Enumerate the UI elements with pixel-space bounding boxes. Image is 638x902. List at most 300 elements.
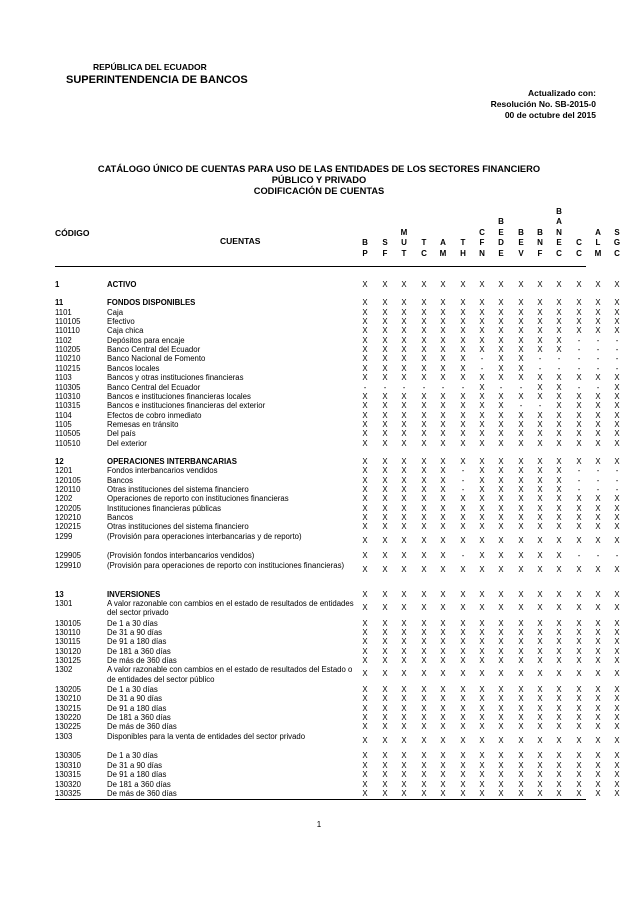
applies-mark: X — [382, 564, 388, 574]
applies-mark: X — [537, 535, 543, 545]
applies-mark: X — [498, 466, 504, 476]
applies-mark: X — [595, 373, 601, 383]
applies-mark: X — [556, 522, 562, 532]
applies-mark: X — [362, 401, 368, 411]
applies-mark: X — [479, 522, 485, 532]
column-header-letter: B — [498, 217, 504, 226]
applies-mark: X — [401, 589, 407, 599]
applies-mark: X — [401, 345, 407, 355]
applies-mark: X — [518, 703, 524, 713]
applies-mark: X — [614, 602, 620, 612]
applies-mark: X — [498, 770, 504, 780]
column-header-letter: T — [421, 238, 427, 247]
not-applicable-mark: - — [615, 335, 619, 345]
applies-mark: X — [362, 751, 368, 761]
applies-mark: X — [401, 713, 407, 723]
applies-mark: X — [498, 354, 504, 364]
applies-mark: X — [479, 602, 485, 612]
applies-mark: X — [576, 535, 582, 545]
not-applicable-mark: - — [596, 354, 600, 364]
not-applicable-mark: - — [577, 466, 581, 476]
applies-mark: X — [614, 703, 620, 713]
applies-mark: X — [440, 466, 446, 476]
applies-mark: X — [382, 335, 388, 345]
applies-mark: X — [382, 770, 388, 780]
account-code: 130310 — [55, 760, 82, 770]
applies-mark: X — [362, 685, 368, 694]
applies-mark: X — [595, 513, 601, 523]
applies-mark: X — [576, 438, 582, 448]
column-header-letter: E — [556, 238, 562, 247]
applies-mark: X — [576, 307, 582, 317]
account-name: Banco Central del Ecuador — [107, 382, 201, 392]
applies-mark: X — [537, 298, 543, 308]
applies-mark: X — [421, 280, 427, 289]
applies-mark: X — [479, 513, 485, 523]
applies-mark: X — [382, 535, 388, 545]
applies-mark: X — [460, 760, 466, 770]
column-header-letter: F — [479, 238, 485, 247]
applies-mark: X — [460, 456, 466, 466]
applies-mark: X — [537, 669, 543, 679]
applies-mark: X — [382, 655, 388, 665]
account-name: Depósitos para encaje — [107, 335, 185, 345]
applies-mark: X — [518, 646, 524, 656]
applies-mark: X — [537, 307, 543, 317]
applies-mark: X — [479, 722, 485, 732]
update-date: 00 de octubre del 2015 — [504, 110, 596, 120]
applies-mark: X — [401, 354, 407, 364]
account-code: 130305 — [55, 751, 82, 761]
applies-mark: X — [440, 298, 446, 308]
applies-mark: X — [595, 280, 601, 289]
applies-mark: X — [401, 627, 407, 637]
applies-mark: X — [460, 535, 466, 545]
applies-mark: X — [401, 564, 407, 574]
applies-mark: X — [362, 735, 368, 745]
applies-mark: X — [537, 513, 543, 523]
account-name: De 1 a 30 días — [107, 685, 158, 694]
applies-mark: X — [421, 637, 427, 647]
applies-mark: X — [518, 317, 524, 327]
applies-mark: X — [479, 770, 485, 780]
applies-mark: X — [537, 713, 543, 723]
not-applicable-mark: - — [538, 363, 542, 373]
applies-mark: X — [382, 494, 388, 504]
applies-mark: X — [382, 363, 388, 373]
applies-mark: X — [614, 713, 620, 723]
account-name: Bancos — [107, 513, 134, 523]
applies-mark: X — [401, 618, 407, 628]
applies-mark: X — [401, 307, 407, 317]
account-code: 110215 — [55, 363, 81, 373]
applies-mark: X — [537, 335, 543, 345]
applies-mark: X — [595, 618, 601, 628]
applies-mark: X — [614, 564, 620, 574]
applies-mark: X — [518, 694, 524, 704]
applies-mark: X — [421, 503, 427, 513]
applies-mark: X — [421, 391, 427, 401]
applies-mark: X — [614, 669, 620, 679]
applies-mark: X — [362, 522, 368, 532]
applies-mark: X — [440, 751, 446, 761]
account-name: Remesas en tránsito — [107, 419, 179, 429]
account-name: Del país — [107, 429, 136, 439]
applies-mark: X — [595, 589, 601, 599]
applies-mark: X — [556, 655, 562, 665]
applies-mark: X — [498, 788, 504, 798]
applies-mark: X — [382, 735, 388, 745]
applies-mark: X — [498, 779, 504, 789]
applies-mark: X — [421, 618, 427, 628]
applies-mark: X — [382, 475, 388, 485]
applies-mark: X — [498, 751, 504, 761]
column-header-letter: M — [439, 248, 447, 258]
account-code: 110310 — [55, 391, 81, 401]
account-name: INVERSIONES — [107, 589, 161, 599]
applies-mark: X — [479, 307, 485, 317]
applies-mark: X — [614, 456, 620, 466]
applies-mark: X — [614, 438, 620, 448]
applies-mark: X — [556, 760, 562, 770]
applies-mark: X — [556, 307, 562, 317]
column-header-letter: D — [498, 238, 504, 247]
accounts-column-header: CUENTAS — [220, 236, 261, 246]
applies-mark: X — [421, 475, 427, 485]
account-name: ACTIVO — [107, 280, 137, 289]
applies-mark: X — [440, 419, 446, 429]
applies-mark: X — [498, 655, 504, 665]
applies-mark: X — [440, 685, 446, 694]
applies-mark: X — [362, 363, 368, 373]
applies-mark: X — [556, 298, 562, 308]
account-code: 130105 — [55, 618, 82, 628]
applies-mark: X — [498, 627, 504, 637]
applies-mark: X — [518, 280, 524, 289]
applies-mark: X — [498, 438, 504, 448]
applies-mark: X — [440, 669, 446, 679]
applies-mark: X — [440, 722, 446, 732]
applies-mark: X — [401, 326, 407, 336]
applies-mark: X — [556, 618, 562, 628]
applies-mark: X — [382, 589, 388, 599]
applies-mark: X — [440, 456, 446, 466]
applies-mark: X — [421, 694, 427, 704]
applies-mark: X — [498, 513, 504, 523]
applies-mark: X — [518, 637, 524, 647]
column-header-letter: E — [518, 238, 524, 247]
applies-mark: X — [440, 627, 446, 637]
applies-mark: X — [382, 669, 388, 679]
applies-mark: X — [401, 735, 407, 745]
applies-mark: X — [518, 373, 524, 383]
applies-mark: X — [498, 485, 504, 494]
applies-mark: X — [537, 788, 543, 798]
applies-mark: X — [576, 788, 582, 798]
applies-mark: X — [401, 646, 407, 656]
applies-mark: X — [479, 429, 485, 439]
applies-mark: X — [556, 456, 562, 466]
applies-mark: X — [382, 373, 388, 383]
applies-mark: X — [362, 589, 368, 599]
applies-mark: X — [556, 685, 562, 694]
applies-mark: X — [576, 494, 582, 504]
applies-mark: X — [498, 713, 504, 723]
applies-mark: X — [479, 694, 485, 704]
applies-mark: X — [595, 419, 601, 429]
account-name: Otras instituciones del sistema financiero — [107, 522, 249, 532]
account-code: 12 — [55, 456, 64, 466]
account-name: (Provisión fondos interbancarios vendidos) — [107, 551, 255, 561]
applies-mark: X — [479, 760, 485, 770]
applies-mark: X — [479, 637, 485, 647]
applies-mark: X — [362, 627, 368, 637]
column-header-letter: E — [498, 227, 504, 237]
not-applicable-mark: - — [577, 551, 581, 561]
applies-mark: X — [421, 373, 427, 383]
applies-mark: X — [440, 564, 446, 574]
applies-mark: X — [479, 456, 485, 466]
applies-mark: X — [421, 713, 427, 723]
applies-mark: X — [401, 637, 407, 647]
applies-mark: X — [498, 694, 504, 704]
applies-mark: X — [595, 627, 601, 637]
applies-mark: X — [537, 438, 543, 448]
column-header-letter: N — [537, 238, 543, 247]
applies-mark: X — [421, 646, 427, 656]
applies-mark: X — [518, 298, 524, 308]
applies-mark: X — [518, 760, 524, 770]
applies-mark: X — [382, 298, 388, 308]
applies-mark: X — [498, 429, 504, 439]
applies-mark: X — [460, 694, 466, 704]
applies-mark: X — [421, 669, 427, 679]
applies-mark: X — [401, 391, 407, 401]
applies-mark: X — [556, 735, 562, 745]
applies-mark: X — [537, 419, 543, 429]
applies-mark: X — [421, 564, 427, 574]
applies-mark: X — [537, 564, 543, 574]
applies-mark: X — [362, 535, 368, 545]
applies-mark: X — [576, 419, 582, 429]
applies-mark: X — [479, 627, 485, 637]
applies-mark: X — [518, 788, 524, 798]
applies-mark: X — [421, 589, 427, 599]
applies-mark: X — [362, 475, 368, 485]
applies-mark: X — [614, 685, 620, 694]
account-code: 120105 — [55, 475, 82, 485]
applies-mark: X — [440, 335, 446, 345]
applies-mark: X — [518, 735, 524, 745]
account-code: 130210 — [55, 694, 82, 704]
applies-mark: X — [556, 551, 562, 561]
applies-mark: X — [498, 401, 504, 411]
applies-mark: X — [498, 280, 504, 289]
applies-mark: X — [537, 627, 543, 637]
applies-mark: X — [440, 280, 446, 289]
applies-mark: X — [498, 419, 504, 429]
resolution-number: Resolución No. SB-2015-0 — [490, 99, 596, 109]
applies-mark: X — [401, 373, 407, 383]
applies-mark: X — [382, 326, 388, 336]
applies-mark: X — [518, 354, 524, 364]
column-header-letter: C — [556, 248, 562, 258]
applies-mark: X — [362, 760, 368, 770]
applies-mark: X — [595, 522, 601, 532]
applies-mark: X — [498, 722, 504, 732]
applies-mark: X — [518, 779, 524, 789]
account-code: 1105 — [55, 419, 72, 429]
account-code: 129905 — [55, 551, 82, 561]
applies-mark: X — [401, 788, 407, 798]
applies-mark: X — [537, 345, 543, 355]
applies-mark: X — [440, 317, 446, 327]
applies-mark: X — [576, 602, 582, 612]
applies-mark: X — [421, 703, 427, 713]
not-applicable-mark: - — [461, 466, 465, 476]
applies-mark: X — [556, 485, 562, 494]
applies-mark: X — [518, 564, 524, 574]
not-applicable-mark: - — [461, 485, 465, 494]
applies-mark: X — [460, 317, 466, 327]
not-applicable-mark: - — [615, 354, 619, 364]
applies-mark: X — [556, 535, 562, 545]
applies-mark: X — [595, 564, 601, 574]
applies-mark: X — [518, 466, 524, 476]
account-name: De 31 a 90 días — [107, 627, 163, 637]
applies-mark: X — [460, 513, 466, 523]
applies-mark: X — [498, 522, 504, 532]
applies-mark: X — [576, 280, 582, 289]
account-name: Del exterior — [107, 438, 147, 448]
applies-mark: X — [382, 618, 388, 628]
account-code: 130110 — [55, 627, 81, 637]
applies-mark: X — [537, 760, 543, 770]
applies-mark: X — [440, 770, 446, 780]
applies-mark: X — [556, 589, 562, 599]
applies-mark: X — [537, 494, 543, 504]
applies-mark: X — [614, 535, 620, 545]
account-code: 110110 — [55, 326, 80, 336]
applies-mark: X — [440, 475, 446, 485]
applies-mark: X — [362, 503, 368, 513]
applies-mark: X — [421, 779, 427, 789]
applies-mark: X — [460, 589, 466, 599]
applies-mark: X — [518, 522, 524, 532]
applies-mark: X — [498, 298, 504, 308]
applies-mark: X — [460, 735, 466, 745]
applies-mark: X — [362, 466, 368, 476]
applies-mark: X — [362, 373, 368, 383]
applies-mark: X — [421, 751, 427, 761]
applies-mark: X — [460, 335, 466, 345]
applies-mark: X — [382, 317, 388, 327]
applies-mark: X — [479, 735, 485, 745]
applies-mark: X — [595, 760, 601, 770]
applies-mark: X — [362, 335, 368, 345]
account-name: De 181 a 360 días — [107, 779, 171, 789]
account-name: Disponibles para la venta de entidades del sector privado — [107, 731, 306, 741]
applies-mark: X — [421, 513, 427, 523]
applies-mark: X — [518, 722, 524, 732]
not-applicable-mark: - — [363, 382, 367, 392]
applies-mark: X — [421, 429, 427, 439]
column-header-letter: A — [556, 217, 562, 226]
applies-mark: X — [382, 513, 388, 523]
applies-mark: X — [362, 494, 368, 504]
not-applicable-mark: - — [538, 401, 542, 411]
applies-mark: X — [576, 298, 582, 308]
column-header-letter: T — [401, 248, 407, 258]
applies-mark: X — [537, 735, 543, 745]
applies-mark: X — [362, 307, 368, 317]
applies-mark: X — [479, 685, 485, 694]
applies-mark: X — [498, 373, 504, 383]
applies-mark: X — [614, 618, 620, 628]
applies-mark: X — [576, 401, 582, 411]
applies-mark: X — [595, 401, 601, 411]
applies-mark: X — [401, 475, 407, 485]
account-code: 130125 — [55, 655, 82, 665]
applies-mark: X — [576, 713, 582, 723]
not-applicable-mark: - — [596, 475, 600, 485]
applies-mark: X — [401, 513, 407, 523]
applies-mark: X — [614, 735, 620, 745]
applies-mark: X — [382, 685, 388, 694]
applies-mark: X — [479, 535, 485, 545]
applies-mark: X — [614, 391, 620, 401]
applies-mark: X — [479, 713, 485, 723]
applies-mark: X — [479, 564, 485, 574]
account-name: Bancos — [107, 475, 134, 485]
applies-mark: X — [595, 317, 601, 327]
applies-mark: X — [576, 317, 582, 327]
applies-mark: X — [421, 419, 427, 429]
applies-mark: X — [382, 703, 388, 713]
account-code: 1299 — [55, 531, 73, 541]
applies-mark: X — [362, 280, 368, 289]
applies-mark: X — [479, 466, 485, 476]
applies-mark: X — [401, 317, 407, 327]
applies-mark: X — [614, 494, 620, 504]
account-code: 1301 — [55, 598, 73, 608]
applies-mark: X — [576, 760, 582, 770]
applies-mark: X — [440, 345, 446, 355]
applies-mark: X — [614, 401, 620, 411]
applies-mark: X — [421, 438, 427, 448]
applies-mark: X — [576, 618, 582, 628]
applies-mark: X — [382, 429, 388, 439]
applies-mark: X — [362, 779, 368, 789]
not-applicable-mark: - — [596, 363, 600, 373]
applies-mark: X — [440, 618, 446, 628]
account-name: (Provisión para operaciones interbancarias y de reporto) — [107, 531, 302, 541]
applies-mark: X — [460, 646, 466, 656]
applies-mark: X — [440, 363, 446, 373]
applies-mark: X — [362, 438, 368, 448]
applies-mark: X — [382, 751, 388, 761]
applies-mark: X — [460, 637, 466, 647]
applies-mark: X — [421, 760, 427, 770]
applies-mark: X — [614, 770, 620, 780]
not-applicable-mark: - — [615, 466, 619, 476]
applies-mark: X — [382, 345, 388, 355]
applies-mark: X — [362, 429, 368, 439]
applies-mark: X — [576, 429, 582, 439]
applies-mark: X — [362, 354, 368, 364]
applies-mark: X — [518, 335, 524, 345]
applies-mark: X — [556, 438, 562, 448]
